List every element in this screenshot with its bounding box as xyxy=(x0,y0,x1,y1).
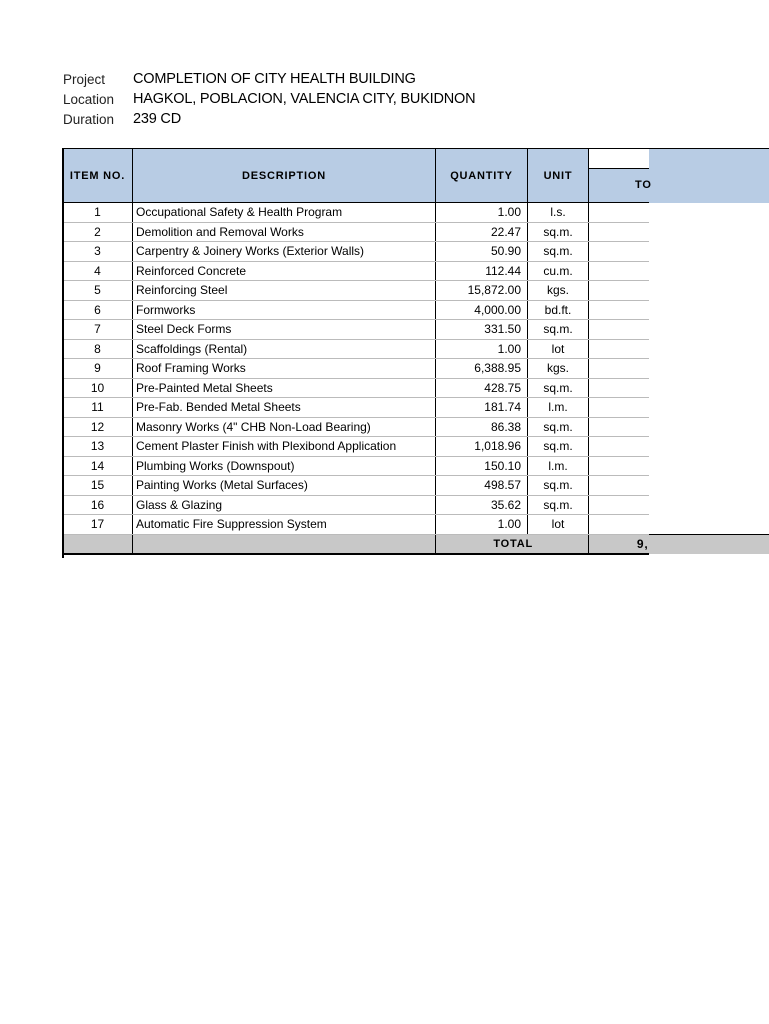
quantity-cell: 498.57 xyxy=(436,476,528,496)
extra-cell xyxy=(649,339,769,359)
description-cell: Automatic Fire Suppression System xyxy=(133,515,436,535)
total-cell xyxy=(589,378,649,398)
extra-cell xyxy=(649,515,769,535)
project-row xyxy=(63,69,475,89)
unit-cell: sq.m. xyxy=(528,476,589,496)
unit-cell: sq.m. xyxy=(528,495,589,515)
total-cell xyxy=(589,495,649,515)
table-header xyxy=(63,149,769,203)
description-cell: Scaffoldings (Rental) xyxy=(133,339,436,359)
duration-value: 239 CD xyxy=(133,111,181,127)
item-no-cell: 5 xyxy=(63,281,133,301)
unit-cell: sq.m. xyxy=(528,417,589,437)
location-label: Location xyxy=(63,91,115,107)
total-cell xyxy=(589,242,649,262)
description-cell: Pre-Painted Metal Sheets xyxy=(133,378,436,398)
total-cell xyxy=(589,281,649,301)
quantity-cell: 112.44 xyxy=(436,261,528,281)
duration-row xyxy=(63,109,475,129)
table-row xyxy=(63,398,769,418)
table-row xyxy=(63,437,769,457)
extra-cell xyxy=(649,437,769,457)
quantity-cell: 1.00 xyxy=(436,515,528,535)
table-row xyxy=(63,300,769,320)
total-cell xyxy=(589,515,649,535)
project-info xyxy=(63,69,475,129)
table-row xyxy=(63,476,769,496)
unit-cell: kgs. xyxy=(528,281,589,301)
total-row xyxy=(63,534,769,554)
col-quantity: QUANTITY xyxy=(436,149,528,203)
unit-cell: l.s. xyxy=(528,203,589,223)
table-row xyxy=(63,495,769,515)
location-value: HAGKOL, POBLACION, VALENCIA CITY, BUKIDNON xyxy=(133,91,476,107)
total-cell-blank-2 xyxy=(133,534,436,554)
total-cell xyxy=(589,261,649,281)
unit-cell: l.m. xyxy=(528,456,589,476)
description-cell: Reinforcing Steel xyxy=(133,281,436,301)
extra-cell xyxy=(649,359,769,379)
quantity-cell: 1.00 xyxy=(436,203,528,223)
total-cell xyxy=(589,417,649,437)
col-total: TO xyxy=(589,168,649,202)
bill-of-quantities-table xyxy=(62,148,768,558)
quantity-cell: 428.75 xyxy=(436,378,528,398)
description-cell: Plumbing Works (Downspout) xyxy=(133,456,436,476)
unit-cell: kgs. xyxy=(528,359,589,379)
item-no-cell: 2 xyxy=(63,222,133,242)
quantity-cell: 22.47 xyxy=(436,222,528,242)
extra-cell xyxy=(649,476,769,496)
item-no-cell: 9 xyxy=(63,359,133,379)
table-row xyxy=(63,359,769,379)
item-no-cell: 14 xyxy=(63,456,133,476)
table-row xyxy=(63,456,769,476)
item-no-cell: 12 xyxy=(63,417,133,437)
quantity-cell: 6,388.95 xyxy=(436,359,528,379)
project-value: COMPLETION OF CITY HEALTH BUILDING xyxy=(133,71,416,87)
item-no-cell: 3 xyxy=(63,242,133,262)
quantity-cell: 35.62 xyxy=(436,495,528,515)
table-row xyxy=(63,378,769,398)
extra-cell xyxy=(649,378,769,398)
total-cell-blank-1 xyxy=(63,534,133,554)
item-no-cell: 1 xyxy=(63,203,133,223)
total-cell-extra xyxy=(649,534,769,554)
total-cell xyxy=(589,437,649,457)
item-no-cell: 7 xyxy=(63,320,133,340)
total-label: TOTAL xyxy=(436,534,589,554)
extra-cell xyxy=(649,222,769,242)
table-row xyxy=(63,222,769,242)
extra-cell xyxy=(649,495,769,515)
total-cell xyxy=(589,222,649,242)
item-no-cell: 13 xyxy=(63,437,133,457)
description-cell: Occupational Safety & Health Program xyxy=(133,203,436,223)
table-row xyxy=(63,339,769,359)
total-cell xyxy=(589,320,649,340)
col-item-no: ITEM NO. xyxy=(63,149,133,203)
extra-cell xyxy=(649,281,769,301)
description-cell: Painting Works (Metal Surfaces) xyxy=(133,476,436,496)
description-cell: Pre-Fab. Bended Metal Sheets xyxy=(133,398,436,418)
item-no-cell: 11 xyxy=(63,398,133,418)
quantity-cell: 181.74 xyxy=(436,398,528,418)
description-cell: Roof Framing Works xyxy=(133,359,436,379)
col-unit: UNIT xyxy=(528,149,589,203)
description-cell: Carpentry & Joinery Works (Exterior Walls) xyxy=(133,242,436,262)
description-cell: Glass & Glazing xyxy=(133,495,436,515)
total-cell xyxy=(589,398,649,418)
description-cell: Steel Deck Forms xyxy=(133,320,436,340)
col-description: DESCRIPTION xyxy=(133,149,436,203)
table-row xyxy=(63,320,769,340)
item-no-cell: 6 xyxy=(63,300,133,320)
description-cell: Cement Plaster Finish with Plexibond Application xyxy=(133,437,436,457)
unit-cell: l.m. xyxy=(528,398,589,418)
quantity-cell: 1.00 xyxy=(436,339,528,359)
extra-cell xyxy=(649,242,769,262)
unit-cell: cu.m. xyxy=(528,261,589,281)
item-no-cell: 17 xyxy=(63,515,133,535)
quantity-cell: 331.50 xyxy=(436,320,528,340)
unit-cell: bd.ft. xyxy=(528,300,589,320)
table-row xyxy=(63,281,769,301)
item-no-cell: 4 xyxy=(63,261,133,281)
duration-label: Duration xyxy=(63,111,115,127)
unit-cell: lot xyxy=(528,339,589,359)
extra-cell xyxy=(649,203,769,223)
unit-cell: sq.m. xyxy=(528,222,589,242)
unit-cell: sq.m. xyxy=(528,437,589,457)
unit-cell: sq.m. xyxy=(528,242,589,262)
item-no-cell: 8 xyxy=(63,339,133,359)
description-cell: Formworks xyxy=(133,300,436,320)
extra-cell xyxy=(649,398,769,418)
table-row xyxy=(63,515,769,535)
item-no-cell: 16 xyxy=(63,495,133,515)
total-cell xyxy=(589,476,649,496)
col-group-top xyxy=(589,149,649,169)
unit-cell: sq.m. xyxy=(528,320,589,340)
quantity-cell: 150.10 xyxy=(436,456,528,476)
total-value: 9, xyxy=(589,534,649,554)
table-row xyxy=(63,417,769,437)
location-row xyxy=(63,89,475,109)
description-cell: Reinforced Concrete xyxy=(133,261,436,281)
quantity-cell: 86.38 xyxy=(436,417,528,437)
extra-cell xyxy=(649,417,769,437)
total-cell xyxy=(589,456,649,476)
extra-cell xyxy=(649,261,769,281)
extra-cell xyxy=(649,456,769,476)
total-cell xyxy=(589,359,649,379)
total-cell xyxy=(589,203,649,223)
extra-cell xyxy=(649,320,769,340)
item-no-cell: 10 xyxy=(63,378,133,398)
table-row xyxy=(63,242,769,262)
description-cell: Masonry Works (4" CHB Non-Load Bearing) xyxy=(133,417,436,437)
table-body xyxy=(63,203,769,535)
quantity-cell: 50.90 xyxy=(436,242,528,262)
description-cell: Demolition and Removal Works xyxy=(133,222,436,242)
unit-cell: sq.m. xyxy=(528,378,589,398)
table-row xyxy=(63,261,769,281)
table-row xyxy=(63,203,769,223)
total-cell xyxy=(589,300,649,320)
item-no-cell: 15 xyxy=(63,476,133,496)
quantity-cell: 15,872.00 xyxy=(436,281,528,301)
col-extra-header xyxy=(649,149,769,203)
extra-cell xyxy=(649,300,769,320)
quantity-cell: 4,000.00 xyxy=(436,300,528,320)
quantity-cell: 1,018.96 xyxy=(436,437,528,457)
project-label: Project xyxy=(63,71,106,87)
unit-cell: lot xyxy=(528,515,589,535)
total-cell xyxy=(589,339,649,359)
